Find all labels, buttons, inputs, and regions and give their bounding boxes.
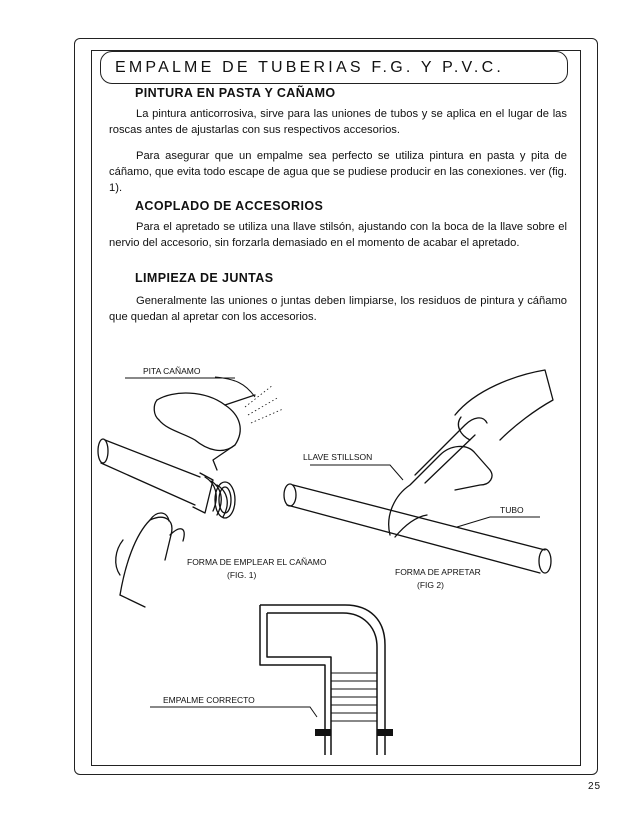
label-llave-stillson: LLAVE STILLSON	[303, 452, 373, 462]
paragraph-limpieza: Generalmente las uniones o juntas deben limpiarse, los residuos de pintura y cáñamo que quedan al apretar con los accesorios.	[109, 295, 567, 323]
fig2-drawing	[284, 370, 553, 573]
label-empalme-correcto: EMPALME CORRECTO	[163, 695, 255, 705]
heading-acoplado: ACOPLADO DE ACCESORIOS	[135, 199, 324, 213]
thread-lines	[331, 673, 377, 721]
pipe-joint-illustration	[95, 345, 575, 755]
heading-limpieza: LIMPIEZA DE JUNTAS	[135, 271, 274, 285]
page-title: EMPALME DE TUBERIAS F.G. Y P.V.C.	[115, 58, 504, 76]
paragraph-acoplado: Para el apretado se utiliza una llave stilsón, ajustando con la boca de la llave sobre el nervio del accesorio, sin forzarla demasiado en el momento de acabar el apretado.	[109, 221, 567, 249]
tubo-pointer	[457, 517, 540, 527]
heading-pintura: PINTURA EN PASTA Y CAÑAMO	[135, 86, 336, 100]
page-number: 25	[588, 781, 602, 792]
fig2-number: (FIG 2)	[417, 580, 444, 590]
label-tubo: TUBO	[500, 505, 524, 515]
title-banner	[100, 51, 568, 84]
joint-mark-left	[315, 729, 331, 736]
fig1-caption: FORMA DE EMPLEAR EL CAÑAMO	[187, 557, 327, 567]
llave-pointer	[310, 465, 403, 480]
paragraph-pintura-2: Para asegurar que un empalme sea perfecto se utiliza pintura en pasta y pita de cáñamo, que evita todo escape de agua que se pudiese producir en las conexiones. ver (fig. 1).	[109, 150, 567, 194]
pita-pointer	[215, 377, 255, 397]
fig2-caption: FORMA DE APRETAR	[395, 567, 481, 577]
fig1-number: (FIG. 1)	[227, 570, 257, 580]
joint-mark-right	[377, 729, 393, 736]
spray-lines	[245, 385, 283, 423]
label-pita-canamo: PITA CAÑAMO	[143, 366, 201, 376]
empalme-pointer	[150, 707, 317, 717]
paragraph-pintura-1: La pintura anticorrosiva, sirve para las uniones de tubos y se aplica en el lugar de las roscas antes de ajustarlas con sus respectivos accesorios.	[109, 108, 567, 136]
